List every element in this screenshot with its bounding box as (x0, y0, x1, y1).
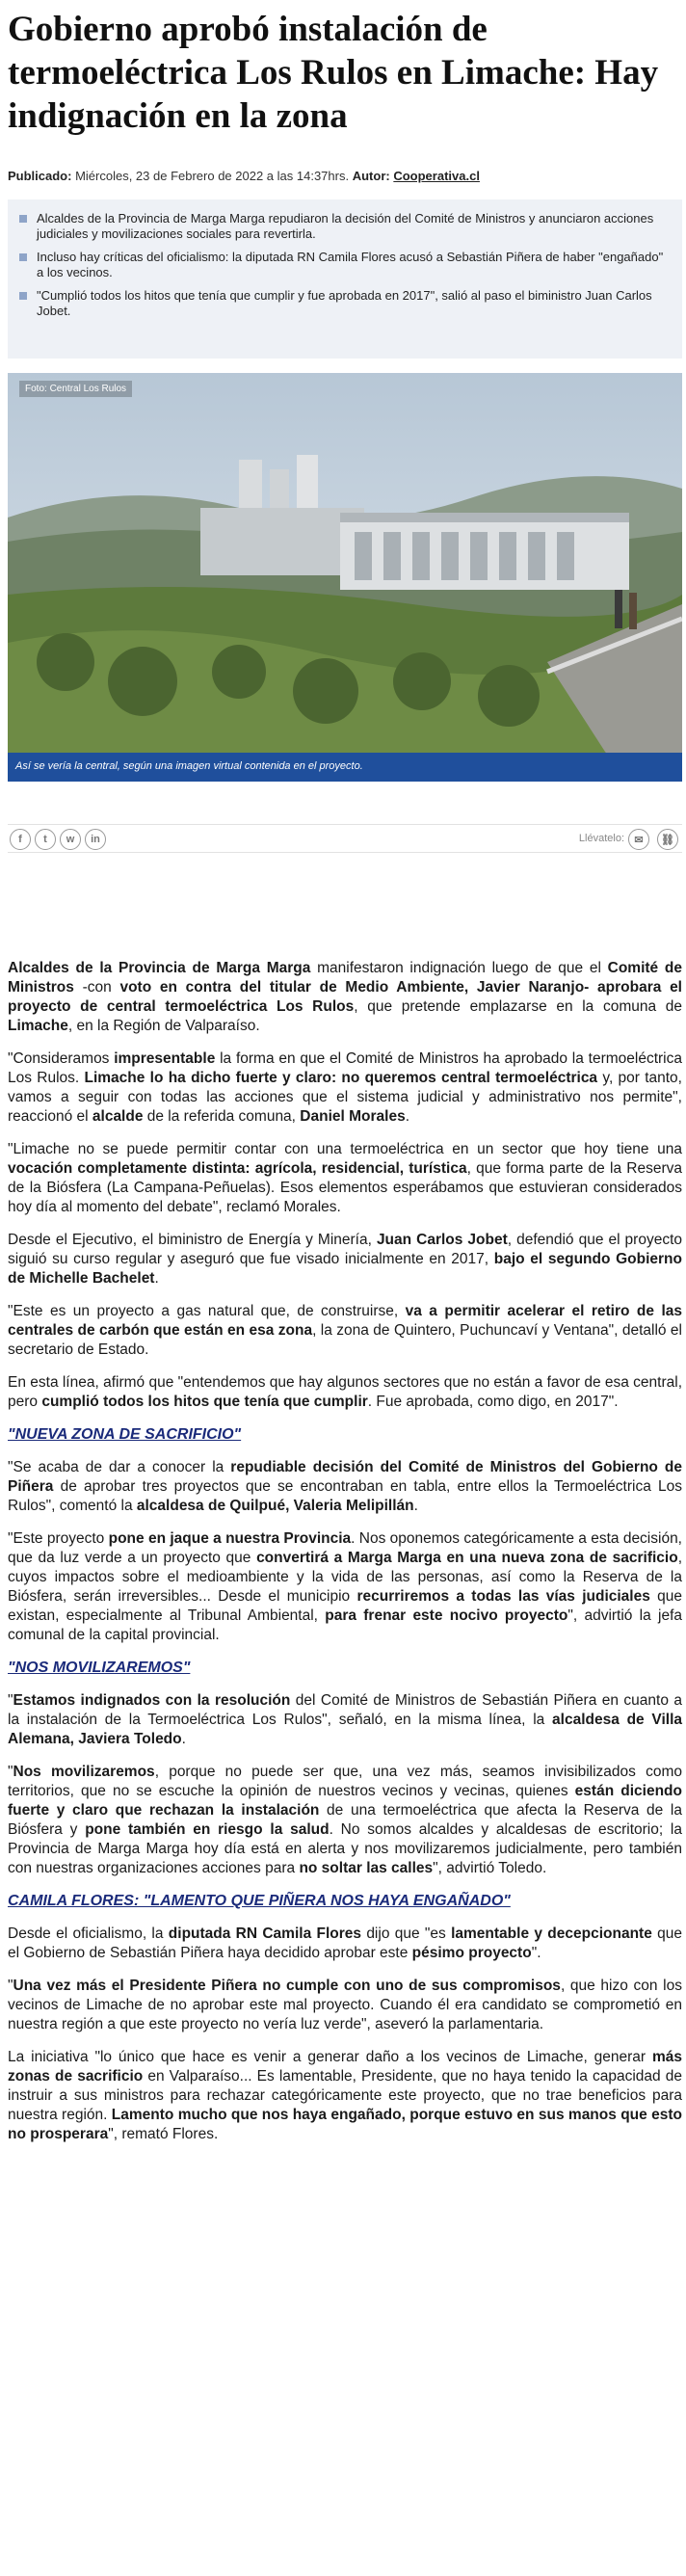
paragraph: Desde el Ejecutivo, el biministro de Energía y Minería, Juan Carlos Jobet, defendió que el proyecto siguió su curso regular y aseguró que fue visado inicialmente en 2017, bajo el segundo Gobierno de Michelle Bachelet. (8, 1232, 682, 1287)
photo-caption: Así se vería la central, según una imagen virtual contenida en el proyecto. (8, 753, 682, 782)
paragraph: "Consideramos impresentable la forma en que el Comité de Ministros ha aprobado la termoeléctrica Los Rulos. Limache lo ha dicho fuerte y claro: no queremos central termoeléctrica y, por tanto, vamos a seguir con todas las acciones que el sistema judicial y administrativo nos permite", reaccionó el alcalde de la referida comuna, Daniel Morales. (8, 1050, 682, 1125)
subheading: "NOS MOVILIZAREMOS" (8, 1660, 191, 1676)
byline (8, 169, 682, 183)
power-plant-rendering (8, 373, 682, 782)
summary-item (17, 288, 673, 319)
paragraph: "Nos movilizaremos, porque no puede ser que, una vez más, seamos invisibilizados como territorios, que no se escuche la opinión de nuestros vecinos y vecinas, quienes están diciendo fuerte y claro que rechazan la instalación de una termoeléctrica que afecta la Reserva de la Biósfera y pone también en riesgo la salud. No somos alcaldes y alcaldesas de escritorio; la Provincia de Marga Marga hoy día está en alerta y nos movilizaremos judicialmente, pero también con nuestras organizaciones acciones para no soltar las calles", advirtió Toledo. (8, 1764, 683, 1876)
square-bullet-icon (19, 292, 27, 300)
paragraph: "Este es un proyecto a gas natural que, de construirse, va a permitir acelerar el retiro de las centrales de carbón que están en esa zona, la zona de Quintero, Puchuncaví y Ventana", detalló el secretario de Estado. (8, 1303, 682, 1358)
summary-text: Incluso hay críticas del oficialismo: la diputada RN Camila Flores acusó a Sebastián Piñera de haber "engañado" a los vecinos. (37, 250, 664, 279)
article-photo (8, 373, 682, 782)
author-label: Autor: (352, 169, 390, 183)
paragraph: "Este proyecto pone en jaque a nuestra Provincia. Nos oponemos categóricamente a esta decisión, que da luz verde a un proyecto que convertirá a Marga Marga en una nueva zona de sacrificio, cuyos impactos sobre el medioambiente y la vida de las personas, así como la Reserva de la Biósfera, serán irreversibles... Desde el municipio recurriremos a todas las vías judiciales que existan, especialmente al Tribunal Ambiental, para frenar este nocivo proyecto", advirtió la jefa comunal de la capital provincial. (8, 1530, 683, 1643)
whatsapp-icon[interactable]: w (60, 829, 81, 850)
summary-text: "Cumplió todos los hitos que tenía que cumplir y fue aprobada en 2017", salió al paso el biministro Juan Carlos Jobet. (37, 288, 652, 318)
summary-item (17, 250, 673, 280)
facebook-icon[interactable]: f (10, 829, 31, 850)
share-icons (10, 829, 106, 850)
square-bullet-icon (19, 253, 27, 261)
paragraph: La iniciativa "lo único que hace es venir a generar daño a los vecinos de Limache, generar más zonas de sacrificio en Valparaíso... Es lamentable, Presidente, que no haya tenido la capacidad de instruir a sus ministros para rechazar categóricamente este proyecto, que no trae beneficios para nuestra región. Lamento mucho que nos haya engañado, porque estuvo en sus manos que esto no prosperara", remató Flores. (8, 2049, 682, 2142)
paragraph: Alcaldes de la Provincia de Marga Marga manifestaron indignación luego de que el Comité de Ministros -con voto en contra del titular de Medio Ambiente, Javier Naranjo- aprobara el proyecto de central termoeléctrica Los Rulos, que pretende emplazarse en la comuna de Limache, en la Región de Valparaíso. (8, 960, 683, 1034)
twitter-icon[interactable]: t (35, 829, 56, 850)
subheading: "NUEVA ZONA DE SACRIFICIO" (8, 1426, 242, 1443)
paragraph: "Estamos indignados con la resolución del Comité de Ministros de Sebastián Piñera en cuanto a la instalación de la Termoeléctrica Los Rulos", señaló, en la misma línea, la alcaldesa de Villa Alemana, Javiera Toledo. (8, 1692, 682, 1747)
share-bar (8, 824, 682, 853)
summary-item (17, 211, 673, 242)
take-it-label: Llévatelo: (578, 833, 624, 844)
article-body (8, 959, 682, 2158)
subheading: CAMILA FLORES: "LAMENTO QUE PIÑERA NOS HAYA ENGAÑADO" (8, 1893, 511, 1909)
square-bullet-icon (19, 215, 27, 223)
photo-credit: Foto: Central Los Rulos (19, 381, 132, 397)
published-label: Publicado: (8, 169, 72, 183)
paragraph: En esta línea, afirmó que "entendemos que hay algunos sectores que no están a favor de esa central, pero cumplió todos los hitos que tenía que cumplir. Fue aprobada, como digo, en 2017". (8, 1374, 683, 1410)
paragraph: "Se acaba de dar a conocer la repudiable decisión del Comité de Ministros del Gobierno de Piñera de aprobar tres proyectos que se encontraban en tabla, entre ellos la Termoeléctrica Los Rulos", comentó la alcaldesa de Quilpué, Valeria Melipillán. (8, 1459, 682, 1514)
summary-text: Alcaldes de la Provincia de Marga Marga repudiaron la decisión del Comité de Ministros y anunciaron acciones judiciales y movilizaciones sociales para revertirla. (37, 211, 654, 241)
take-it-icons (628, 829, 678, 850)
published-date: Miércoles, 23 de Febrero de 2022 a las 14:37hrs. (75, 169, 350, 183)
email-icon[interactable]: ✉ (628, 829, 649, 850)
paragraph: "Limache no se puede permitir contar con una termoeléctrica en un sector que hoy tiene una vocación completamente distinta: agrícola, residencial, turística, que forma parte de la Reserva de la Biósfera (La Campana-Peñuelas). Esos elementos esperábamos que estuvieran considerados hoy día al momento del debate", reclamó Morales. (8, 1141, 682, 1215)
paragraph: "Una vez más el Presidente Piñera no cumple con uno de sus compromisos, que hizo con los vecinos de Limache de no aprobar este mal proyecto. Cuando él era candidato se comprometió en nuestra región a que este proyecto no vería luz verde", aseveró la parlamentaria. (8, 1978, 682, 2032)
author-link[interactable]: Cooperativa.cl (393, 169, 480, 183)
link-icon[interactable]: ⛓ (657, 829, 678, 850)
linkedin-icon[interactable]: in (85, 829, 106, 850)
summary-box (8, 199, 682, 359)
article-headline: Gobierno aprobó instalación de termoeléctrica Los Rulos en Limache: Hay indignación en la zona (8, 10, 659, 136)
paragraph: Desde el oficialismo, la diputada RN Camila Flores dijo que "es lamentable y decepcionante que el Gobierno de Sebastián Piñera haya decidido aprobar este pésimo proyecto". (8, 1925, 682, 1961)
